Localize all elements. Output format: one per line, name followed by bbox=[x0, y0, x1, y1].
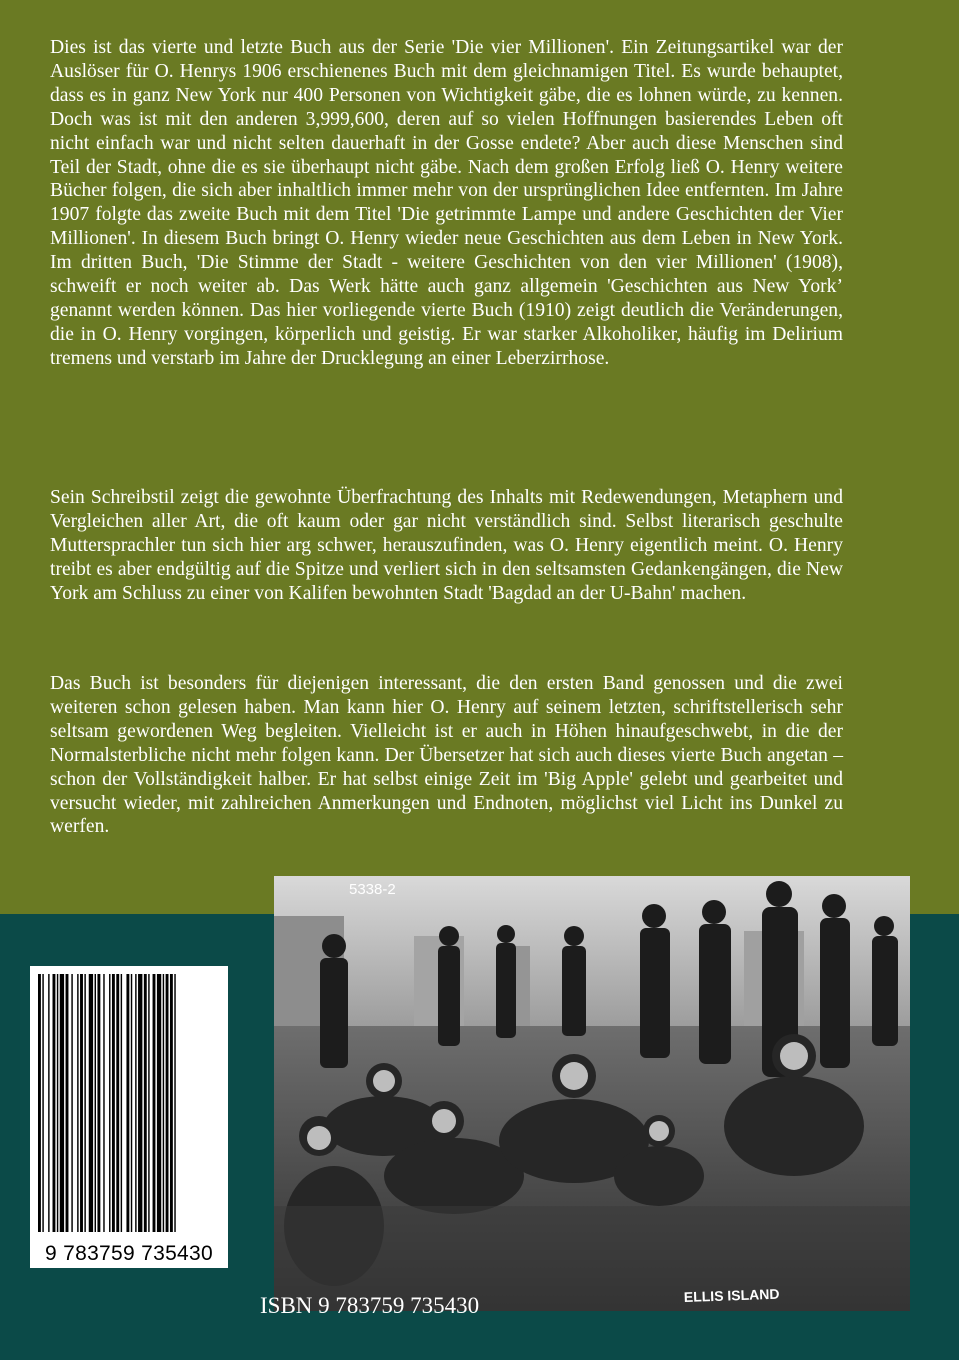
photo-plate-number: 5338-2 bbox=[349, 881, 396, 898]
isbn-label: ISBN 9 783759 735430 bbox=[260, 1293, 480, 1318]
isbn-barcode bbox=[30, 966, 228, 1268]
blurb-paragraph-3: Das Buch ist besonders für diejenigen interessant, die den ersten Band genossen und die zwei weiteren schon gelesen haben. Man kann hier O. Henry auf seinem letzten, schriftstellerisch sehr seltsam gewordenen Weg begleiten. Vielleicht ist er auch in Höhen hinaufgeschwebt, in die der Normalsterbliche nicht mehr folgen kann. Der Übersetzer hat sich auch dieses vierte Buch angetan – schon der Vollständigkeit halber. Er hat selbst einige Zeit im 'Big Apple' gelebt und gearbeitet und versucht wieder, mit zahlreichen Anmerkungen und Endnoten, möglichst viel Licht ins Dunkel zu werfen. bbox=[50, 673, 843, 838]
barcode-digits: 9 783759 735430 bbox=[45, 1242, 213, 1265]
ellis-island-photo bbox=[274, 876, 910, 1311]
photo-caption: ELLIS ISLAND bbox=[683, 1285, 780, 1305]
blurb-paragraph-1: Dies ist das vierte und letzte Buch aus der Serie 'Die vier Millionen'. Ein Zeitungsartikel war der Auslöser für O. Henrys 1906 erschienenes Buch mit dem gleichnamigen Titel. Es wurde behauptet, dass es in ganz New York nur 400 Personen von Wichtigkeit gäbe, die es lohnen würde, zu kennen. Doch was ist mit den anderen 3,999,600, deren auf so vielen Hoffnungen basierendes Leben oft nicht einfach war und nicht selten dauerhaft in der Gosse endete? Aber auch diese Menschen sind Teil der Stadt, ohne die es sie überhaupt nicht gäbe. Nach dem großen Erfolg ließ O. Henry weitere Bücher folgen, die sich aber inhaltlich immer mehr von der ursprünglichen Idee entfernten. Im Jahre 1907 folgte das zweite Buch mit dem Titel 'Die getrimmte Lampe und andere Geschichten der Vier Millionen'. In diesem Buch bringt O. Henry wieder neue Geschichten aus dem Leben in New York. Im dritten Buch, 'Die Stimme der Stadt - weitere Geschichten von den vier Millionen' (1908), schweift er noch weiter ab. Das Werk hätte auch ganz allgemein 'Geschichten aus New York’ genannt werden können. Das hier vorliegende vierte Buch (1910) zeigt deutlich die Veränderungen, die in O. Henry vorgingen, körperlich und geistig. Er war starker Alkoholiker, häufig im Delirium tremens und verstarb im Jahre der Drucklegung an einer Leberzirrhose. bbox=[50, 37, 843, 369]
blurb-paragraph-2: Sein Schreibstil zeigt die gewohnte Überfrachtung des Inhalts mit Redewendungen, Metaphern und Vergleichen aller Art, die oft kaum oder gar nicht verständlich sind. Selbst literarisch geschulte Muttersprachler tun sich hier arg schwer, herauszufinden, was O. Henry eigentlich meint. O. Henry treibt es aber endgültig auf die Spitze und verliert sich in den seltsamsten Gedankengängen, die New York am Schluss zu einer von Kalifen bewohnten Stadt 'Bagdad an der U-Bahn' machen. bbox=[50, 487, 843, 604]
barcode-bars bbox=[38, 974, 220, 1232]
